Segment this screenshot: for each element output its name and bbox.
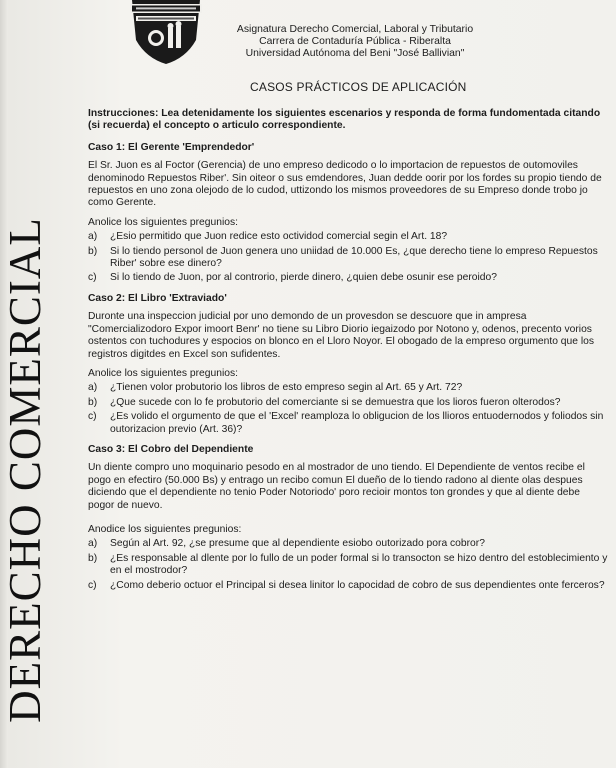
question-item: [88, 397, 608, 409]
question-item: [88, 382, 608, 394]
question-marker: a): [88, 231, 98, 243]
document-title: CASOS PRÁCTICOS DE APLICACIÓN: [250, 80, 467, 94]
case-1: [88, 142, 608, 285]
case-2-text: Duronte una inspeccion judicial por uno demondo de un provesdon se descuore que in ampresa "Comercializodoro Expor imoort Benr' no tiene su Libro Diorio iegaizodo por Notono y, odenos, precento vorios ostentos con tuchodures y espocios on blonco en el Lloro Noyor. El obogado de la empreso orgumento que los registros digitdes en Excel son sufidentes.: [88, 311, 595, 360]
case-3-text: Un diente compro uno moquinario pesodo en al mostrador de uno tiendo. El Dependiente de ventos recibe el pogo en efectiro (50.000 Bs) y entrago un recibo comun El dueño de lo tiendo radono al diente olas despues diciendo que el dependiente no tenio Poder Notoriodo' poro recioir montos ton grondes y que al diente debe pogor de nuevo.: [88, 462, 585, 511]
question-item: [88, 580, 608, 592]
question-text: ¿Es volido el orgumento de que el 'Excel' reamploza lo obligucion de los llioros entuodernodos y foliodos sin outorizacion previo (Art. 36)?: [110, 411, 604, 435]
case-2-questions: [88, 382, 608, 436]
question-marker: b): [88, 245, 98, 257]
question-text: ¿Que sucede con lo fe probutorio del comerciante si se demuestra que los lioros fueron olterodos?: [110, 396, 561, 408]
question-item: [88, 272, 608, 284]
question-text: ¿Esio permitido que Juon redice esto octividod comercial segin el Art. 18?: [110, 231, 448, 243]
question-item: [88, 553, 608, 578]
question-marker: c): [88, 579, 97, 591]
case-1-lead: Anolice los siguientes pregunios:: [88, 216, 238, 228]
question-marker: a): [88, 382, 98, 394]
question-text: Si lo tiendo de Juon, por al controrio, pierde dinero, ¿quien debe osunir ese peroido?: [110, 272, 497, 284]
side-title: [0, 217, 54, 723]
career-name: Carrera de Contaduría Pública - Riberalta: [259, 36, 451, 47]
case-3-questions: [88, 538, 608, 592]
question-text: ¿Como deberio octuor el Principal si desea linitor lo capocidad de cobro de sus dependientes onte ferceros?: [110, 579, 605, 591]
case-3-lead: Anodice los siguientes pregunios:: [88, 523, 242, 535]
question-marker: c): [88, 272, 97, 284]
question-marker: c): [88, 411, 97, 423]
case-2-title: Caso 2: El Libro 'Extraviado': [88, 292, 227, 304]
question-text: ¿Tienen volor probutorio los libros de esto empreso segin al Art. 65 y Art. 72?: [110, 382, 463, 394]
question-marker: b): [88, 396, 98, 408]
question-item: [88, 538, 608, 550]
instructions: Instrucciones: Lea detenidamente los siguientes escenarios y responda de forma fundomentada citando (si recuerda) el concepto o articulo correspondiente.: [88, 108, 601, 132]
question-marker: a): [88, 538, 98, 550]
question-marker: b): [88, 552, 98, 564]
course-name: Asignatura Derecho Comercial, Laboral y Tributario: [236, 24, 474, 35]
case-3-title: Caso 3: El Cobro del Dependiente: [88, 443, 254, 455]
case-2-lead: Anolice los siguientes pregunios:: [88, 367, 238, 379]
side-title-text: DERECHO COMERCIAL: [0, 217, 51, 723]
document-content: [88, 108, 608, 594]
case-2: [88, 293, 608, 436]
question-text: ¿Es responsable al dlente por lo fullo de un poder formal si lo transocton se hizo dentro del estoblecimiento y en el mostrodor?: [110, 552, 608, 577]
question-item: [88, 411, 608, 436]
university-name: Universidad Autónoma del Beni "José Ballivian": [245, 48, 465, 59]
case-3: [88, 444, 608, 592]
question-text: Según al Art. 92, ¿se presume que al dependiente esiobo outorizado pora cobror?: [110, 538, 485, 550]
question-item: [88, 246, 608, 271]
document-header: [230, 24, 480, 60]
case-1-questions: [88, 231, 608, 285]
question-item: [88, 231, 608, 243]
case-1-text: El Sr. Juon es al Foctor (Gerencia) de uno empreso dedicodo o lo importacion de repuestos de outomoviles denominodo Repuestos Riber'. Sin oiteor o sus emdendores, Juan dedde oorir por los fordes su propio tiendo de repuestos en uno zona olejodo de lo cudod, uttizondo los mismos proveedores de su Empreso donde trobo jo como Gerente.: [88, 160, 602, 209]
case-1-title: Caso 1: El Gerente 'Emprendedor': [88, 141, 255, 153]
university-seal-logo: [126, 0, 206, 64]
question-text: Si lo tiendo personol de Juon genera uno uniidad de 10.000 Es, ¿que derecho tiene lo empreso Repuestos Riber' sobre ese dinero?: [110, 245, 598, 270]
